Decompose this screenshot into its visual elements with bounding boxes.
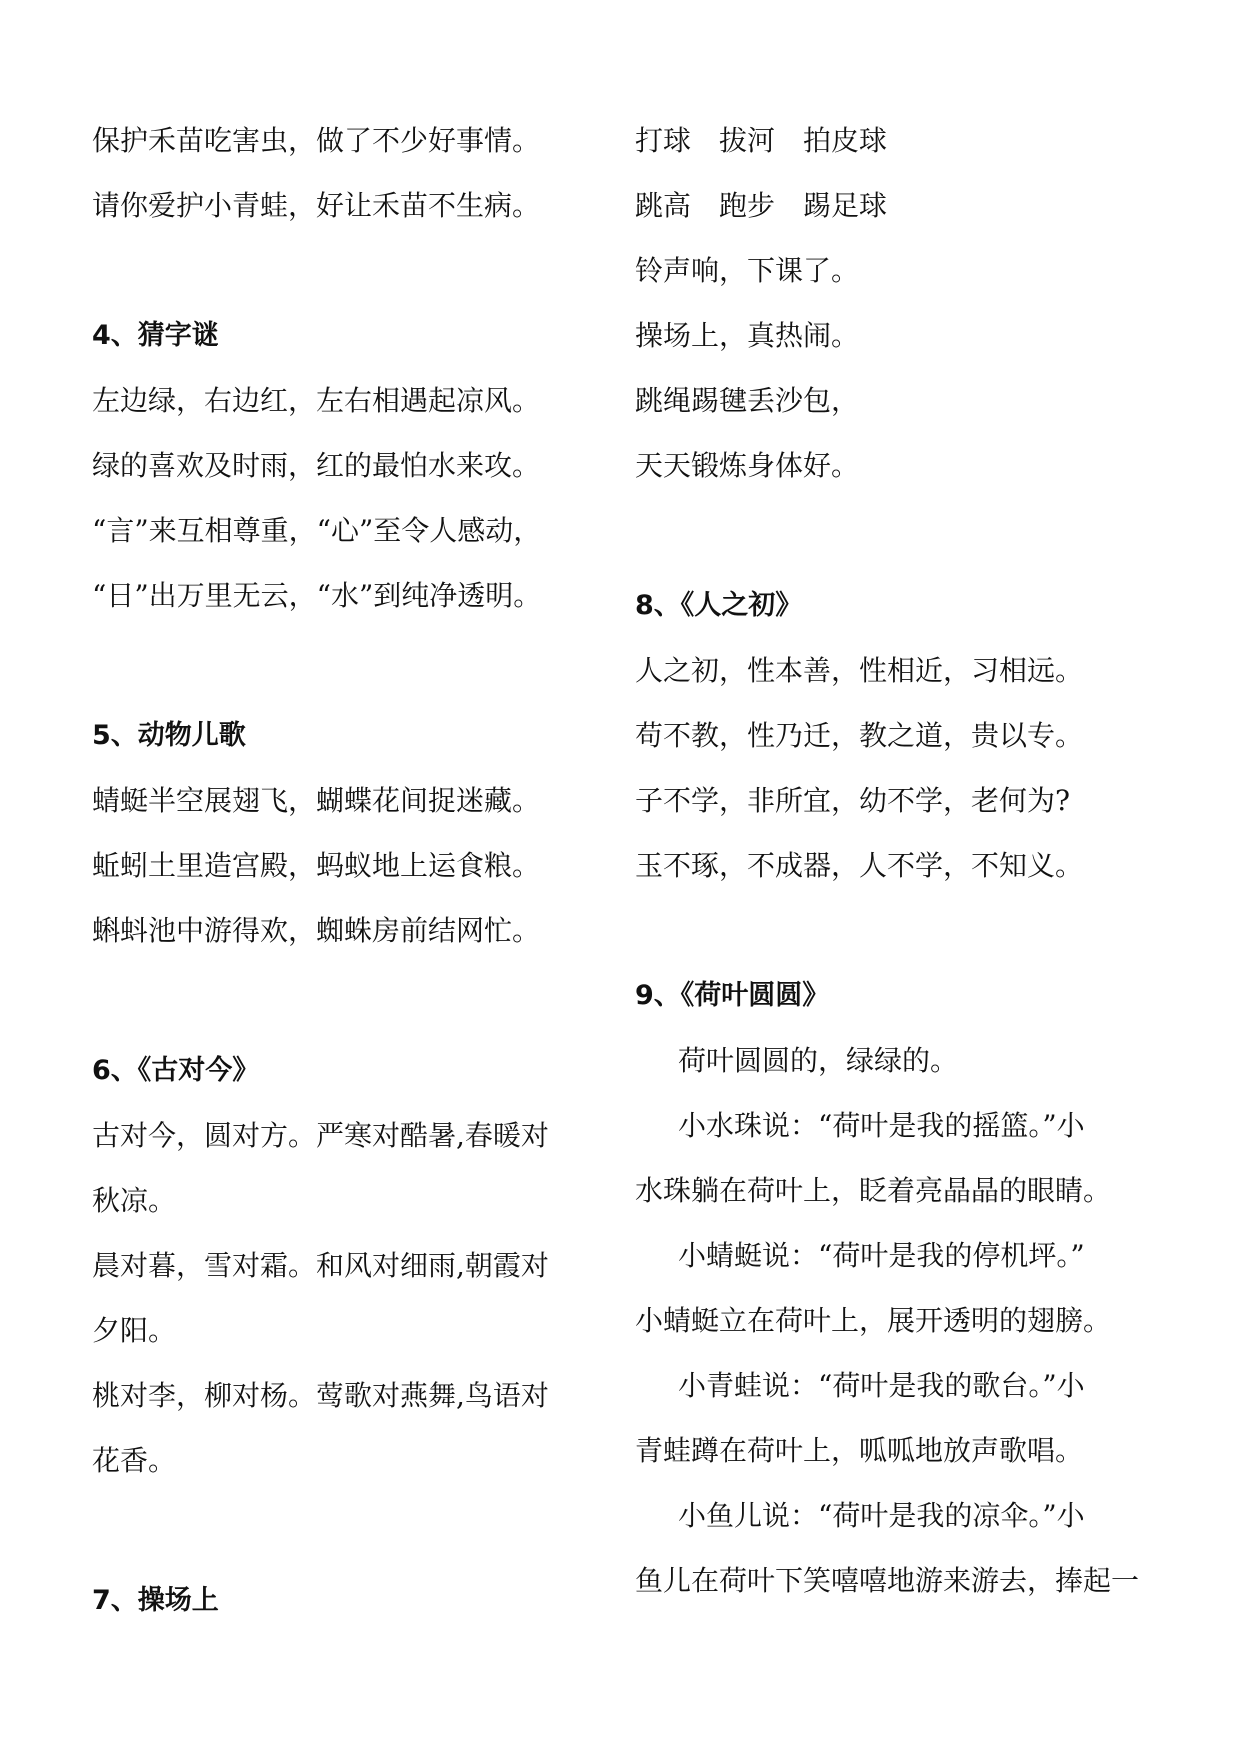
text-line: 铃声响，下课了。	[635, 254, 860, 287]
word: 拔河	[719, 124, 776, 157]
text-line: 蚯蚓土里造宫殿，蚂蚁地上运食粮。	[92, 849, 541, 882]
section-gap	[92, 1510, 612, 1585]
text-line: 古对今，圆对方。严寒对酷暑,春暖对	[92, 1119, 549, 1152]
text-line: 保护禾苗吃害虫，做了不少好事情。	[92, 124, 541, 157]
section-gap	[92, 255, 612, 320]
text-line: 天天锻炼身体好。	[635, 449, 860, 482]
text-line: 桃对李，柳对杨。莺歌对燕舞,鸟语对	[92, 1379, 549, 1412]
text-line: 晨对暮，雪对霜。和风对细雨,朝霞对	[92, 1249, 549, 1282]
section-gap	[92, 645, 612, 720]
text-line: 水珠躺在荷叶上，眨着亮晶晶的眼睛。	[635, 1174, 1112, 1207]
text-line: 小蜻蜓说：“荷叶是我的停机坪。”	[678, 1239, 1085, 1272]
text-line: 苟不教，性乃迁，教之道，贵以专。	[635, 719, 1084, 752]
section-title-4: 4、猜字谜	[92, 320, 219, 351]
right-column	[635, 125, 1180, 1630]
text-line: 花香。	[92, 1444, 177, 1477]
text-line: 青蛙蹲在荷叶上，呱呱地放声歌唱。	[635, 1434, 1084, 1467]
text-line: 蜻蜓半空展翅飞，蝴蝶花间捉迷藏。	[92, 784, 541, 817]
word: 跑步	[719, 189, 776, 222]
text-line: 鱼儿在荷叶下笑嘻嘻地游来游去，捧起一	[635, 1564, 1140, 1597]
text-line: 玉不琢，不成器，人不学，不知义。	[635, 849, 1084, 882]
section-gap	[635, 515, 1180, 590]
left-column	[92, 125, 612, 1650]
text-line: 跳绳踢毽丢沙包，	[635, 384, 860, 417]
text-line: 小蜻蜓立在荷叶上，展开透明的翅膀。	[635, 1304, 1112, 1337]
text-line: 人之初，性本善，性相近，习相远。	[635, 654, 1084, 687]
text-line: 蝌蚪池中游得欢，蜘蛛房前结网忙。	[92, 914, 541, 947]
text-line: 绿的喜欢及时雨，红的最怕水来攻。	[92, 449, 541, 482]
section-gap	[92, 980, 612, 1055]
word: 跳高	[635, 189, 692, 222]
word: 打球	[635, 124, 692, 157]
text-line: “日”出万里无云，“水”到纯净透明。	[92, 579, 542, 612]
text-line: 左边绿，右边红，左右相遇起凉风。	[92, 384, 541, 417]
text-line: 荷叶圆圆的，绿绿的。	[678, 1044, 959, 1077]
section-title-5: 5、动物儿歌	[92, 720, 246, 751]
text-line: 小鱼儿说：“荷叶是我的凉伞。”小	[678, 1499, 1085, 1532]
word: 踢足球	[803, 189, 888, 222]
section-gap	[635, 915, 1180, 980]
word-row	[635, 125, 1180, 157]
text-line: 秋凉。	[92, 1184, 177, 1217]
section-title-9: 9、《荷叶圆圆》	[635, 980, 830, 1011]
text-line: 小青蛙说：“荷叶是我的歌台。”小	[678, 1369, 1085, 1402]
section-title-6: 6、《古对今》	[92, 1055, 260, 1086]
word-row	[635, 190, 1180, 222]
text-line: 小水珠说：“荷叶是我的摇篮。”小	[678, 1109, 1085, 1142]
text-line: 操场上，真热闹。	[635, 319, 860, 352]
section-title-7: 7、操场上	[92, 1585, 219, 1616]
text-line: 请你爱护小青蛙，好让禾苗不生病。	[92, 189, 541, 222]
word: 拍皮球	[803, 124, 888, 157]
section-title-8: 8、《人之初》	[635, 590, 803, 621]
text-line: “言”来互相尊重，“心”至令人感动，	[92, 514, 542, 547]
text-line: 夕阳。	[92, 1314, 177, 1347]
text-line: 子不学，非所宜，幼不学，老何为?	[635, 784, 1071, 817]
